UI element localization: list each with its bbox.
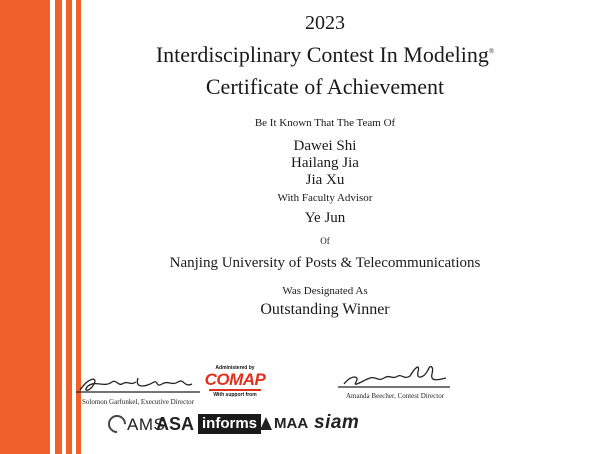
maa-triangle-icon	[260, 417, 272, 430]
siam-logo: siam	[314, 412, 360, 433]
maa-logo	[260, 415, 308, 432]
award-title: Outstanding Winner	[260, 301, 390, 318]
administered-by-label: Administered by	[215, 365, 255, 371]
contest-name	[90, 42, 560, 68]
advisor-label: With Faculty Advisor	[277, 192, 373, 204]
handwritten-signature	[330, 362, 460, 392]
contest-name-text: Interdisciplinary Contest In Modeling	[155, 42, 489, 67]
contest-director-signature	[330, 362, 460, 400]
of-label: Of	[320, 236, 330, 246]
comap-underline	[209, 389, 261, 391]
informs-logo: informs	[198, 414, 261, 434]
contest-director-caption: Amanda Beecher, Contest Director	[345, 392, 445, 400]
team-member: Dawei Shi	[293, 138, 357, 154]
intro-text: Be It Known That The Team Of	[254, 117, 396, 129]
ams-ring-icon	[104, 411, 129, 436]
stripe-wide	[0, 0, 50, 454]
executive-director-caption: Solomon Garfunkel, Executive Director	[82, 398, 194, 406]
designated-label: Was Designated As	[282, 285, 368, 297]
ams-text: AMS	[127, 415, 166, 434]
executive-director-signature	[58, 372, 218, 406]
asa-logo: ASA	[156, 414, 195, 434]
support-label: With support from	[213, 392, 257, 398]
handwritten-signature	[58, 372, 218, 398]
maa-text: MAA	[274, 415, 309, 432]
comap-block	[200, 365, 270, 398]
institution-name: Nanjing University of Posts & Telecommunications	[169, 255, 481, 271]
advisor-name: Ye Jun	[304, 210, 346, 226]
team-member: Hailang Jia	[291, 155, 359, 171]
certificate-title: Certificate of Achievement	[205, 74, 445, 99]
comap-logo: COMAP	[204, 370, 266, 389]
certificate-year: 2023	[305, 12, 345, 34]
team-member: Jia Xu	[305, 172, 345, 188]
registered-mark: ®	[488, 47, 495, 56]
